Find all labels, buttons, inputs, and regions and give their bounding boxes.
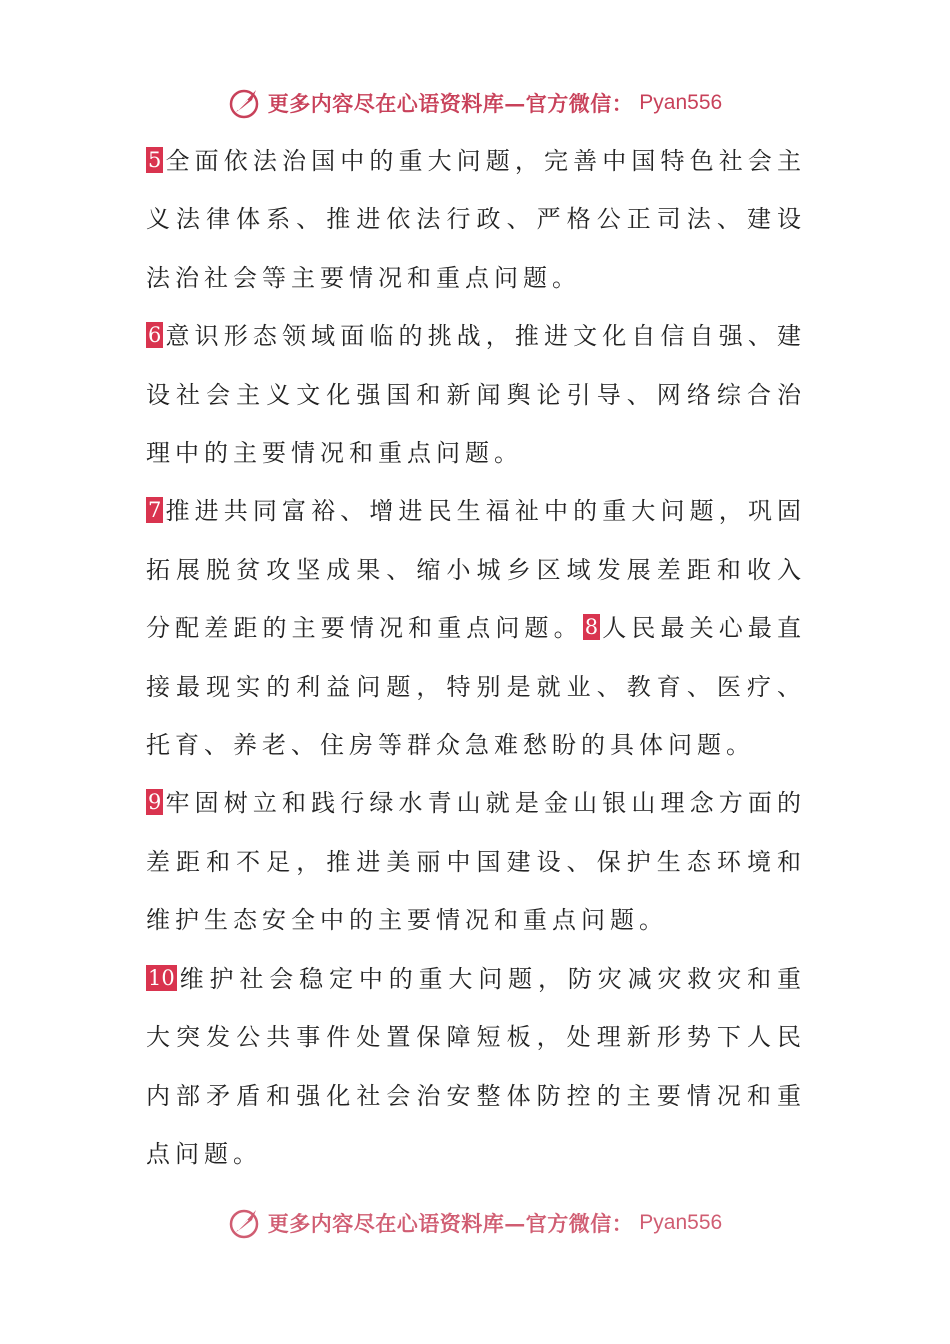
watermark-wechat-id: Pyan556 (639, 1211, 723, 1234)
item-number-badge: 8 (584, 615, 599, 640)
paragraph-item-6 (146, 307, 806, 482)
paragraph-text: 推进共同富裕、增进民生福祉中的重大问题，巩固拓展脱贫攻坚成果、缩小城乡区域发展差距和收入分配差距的主要情况和重点问题。 (146, 497, 806, 643)
footer-watermark (0, 1206, 950, 1240)
paragraph-item-5 (146, 132, 806, 307)
paragraph-text: 意识形态领域面临的挑战，推进文化自信自强、建设社会主义文化强国和新闻舆论引导、网络综合治理中的主要情况和重点问题。 (146, 322, 806, 468)
document-body (146, 132, 806, 1183)
item-number-badge: 9 (148, 790, 162, 815)
quill-logo-icon (228, 1206, 262, 1240)
watermark-wechat-id: Pyan556 (639, 91, 723, 114)
paragraph-text: 维护社会稳定中的重大问题，防灾减灾救灾和重大突发公共事件处置保障短板，处理新形势下人民内部矛盾和强化社会治安整体防控的主要情况和重点问题。 (146, 964, 806, 1168)
paragraph-item-9 (146, 774, 806, 949)
paragraph-item-10 (146, 950, 806, 1184)
paragraph-item-7-8 (146, 482, 806, 774)
item-number-badge: 10 (148, 965, 175, 990)
item-number-badge: 5 (148, 148, 162, 172)
header-watermark (0, 86, 950, 120)
paragraph-text: 全面依法治国中的重大问题，完善中国特色社会主义法律体系、推进依法行政、严格公正司法、建设法治社会等主要情况和重点问题。 (146, 147, 806, 292)
item-number-badge: 7 (148, 498, 162, 523)
paragraph-text: 牢固树立和践行绿水青山就是金山银山理念方面的差距和不足，推进美丽中国建设、保护生态环境和维护生态安全中的主要情况和重点问题。 (146, 789, 806, 935)
quill-logo-icon (228, 86, 262, 120)
paragraph-text: 人民最关心最直接最现实的利益问题，特别是就业、教育、医疗、托育、养老、住房等群众急难愁盼的具体问题。 (146, 614, 807, 760)
watermark-text: 更多内容尽在心语资料库—官方微信： (267, 91, 634, 116)
watermark-text: 更多内容尽在心语资料库—官方微信： (267, 1211, 634, 1236)
item-number-badge: 6 (148, 323, 162, 348)
